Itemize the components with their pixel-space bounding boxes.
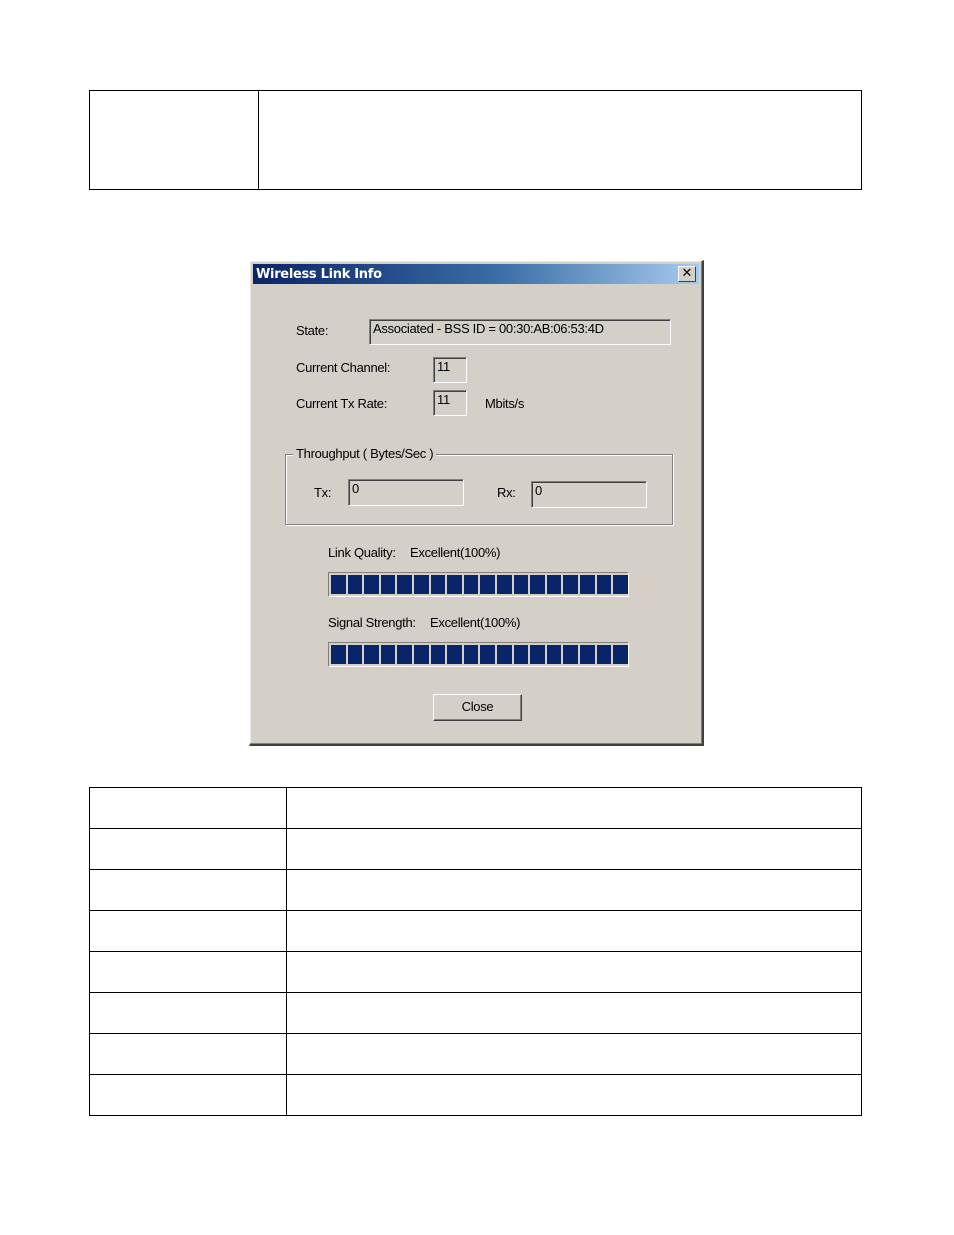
progress-segment — [397, 645, 412, 664]
table-cell — [90, 1034, 287, 1075]
current-tx-rate-field: 11 — [433, 390, 467, 416]
current-tx-rate-label: Current Tx Rate: — [296, 396, 388, 411]
table-row — [90, 91, 862, 190]
progress-segment — [381, 645, 396, 664]
progress-segment — [464, 645, 479, 664]
tx-rate-unit: Mbits/s — [485, 396, 525, 411]
progress-segment — [613, 645, 628, 664]
table-cell — [287, 911, 862, 952]
progress-segment — [547, 645, 562, 664]
throughput-label: Throughput ( Bytes/Sec ) — [293, 446, 436, 461]
progress-segment — [580, 645, 595, 664]
top-document-table — [89, 90, 862, 190]
progress-segment — [348, 575, 363, 594]
progress-segment — [331, 575, 346, 594]
progress-segment — [397, 575, 412, 594]
table-cell — [90, 91, 259, 190]
tx-field: 0 — [348, 479, 464, 506]
signal-strength-bar — [328, 642, 629, 667]
table-cell — [90, 1075, 287, 1116]
table-cell — [90, 788, 287, 829]
dialog-title: Wireless Link Info — [256, 267, 382, 282]
table-row — [90, 1075, 862, 1116]
progress-segment — [431, 645, 446, 664]
link-quality-value: Excellent(100%) — [410, 545, 501, 560]
current-channel-label: Current Channel: — [296, 360, 391, 375]
progress-segment — [514, 575, 529, 594]
progress-segment — [364, 645, 379, 664]
progress-segment — [414, 575, 429, 594]
signal-strength-value: Excellent(100%) — [430, 615, 521, 630]
link-quality-label: Link Quality: — [328, 545, 396, 560]
close-button[interactable]: Close — [433, 694, 522, 721]
table-cell — [287, 788, 862, 829]
table-row — [90, 993, 862, 1034]
state-field: Associated - BSS ID = 00:30:AB:06:53:4D — [369, 319, 671, 345]
table-row — [90, 870, 862, 911]
progress-segment — [464, 575, 479, 594]
table-row — [90, 911, 862, 952]
rx-field: 0 — [531, 481, 647, 508]
progress-segment — [613, 575, 628, 594]
table-cell — [287, 1075, 862, 1116]
current-channel-field: 11 — [433, 357, 467, 383]
progress-segment — [580, 575, 595, 594]
table-cell — [90, 829, 287, 870]
table-cell — [90, 911, 287, 952]
wireless-link-info-dialog — [249, 260, 704, 746]
progress-segment — [597, 645, 612, 664]
table-row — [90, 829, 862, 870]
progress-segment — [530, 645, 545, 664]
bottom-document-table — [89, 787, 862, 1116]
table-cell — [259, 91, 862, 190]
signal-strength-label: Signal Strength: — [328, 615, 416, 630]
table-cell — [90, 870, 287, 911]
rx-label: Rx: — [497, 485, 516, 500]
throughput-groupbox — [285, 446, 673, 525]
table-row — [90, 788, 862, 829]
progress-segment — [447, 645, 462, 664]
progress-segment — [563, 575, 578, 594]
progress-segment — [497, 575, 512, 594]
table-cell — [287, 829, 862, 870]
progress-segment — [530, 575, 545, 594]
title-bar[interactable] — [253, 264, 699, 284]
progress-segment — [514, 645, 529, 664]
progress-segment — [364, 575, 379, 594]
progress-segment — [381, 575, 396, 594]
progress-segment — [414, 645, 429, 664]
progress-segment — [547, 575, 562, 594]
table-row — [90, 1034, 862, 1075]
table-row — [90, 952, 862, 993]
tx-label: Tx: — [314, 485, 332, 500]
progress-segment — [480, 575, 495, 594]
progress-segment — [480, 645, 495, 664]
progress-segment — [447, 575, 462, 594]
table-cell — [287, 1034, 862, 1075]
table-cell — [287, 952, 862, 993]
close-icon[interactable]: ✕ — [678, 266, 696, 282]
progress-segment — [597, 575, 612, 594]
progress-segment — [331, 645, 346, 664]
table-cell — [287, 993, 862, 1034]
progress-segment — [497, 645, 512, 664]
table-cell — [90, 993, 287, 1034]
progress-segment — [563, 645, 578, 664]
state-label: State: — [296, 323, 329, 338]
progress-segment — [431, 575, 446, 594]
progress-segment — [348, 645, 363, 664]
link-quality-bar — [328, 572, 629, 597]
table-cell — [287, 870, 862, 911]
table-cell — [90, 952, 287, 993]
